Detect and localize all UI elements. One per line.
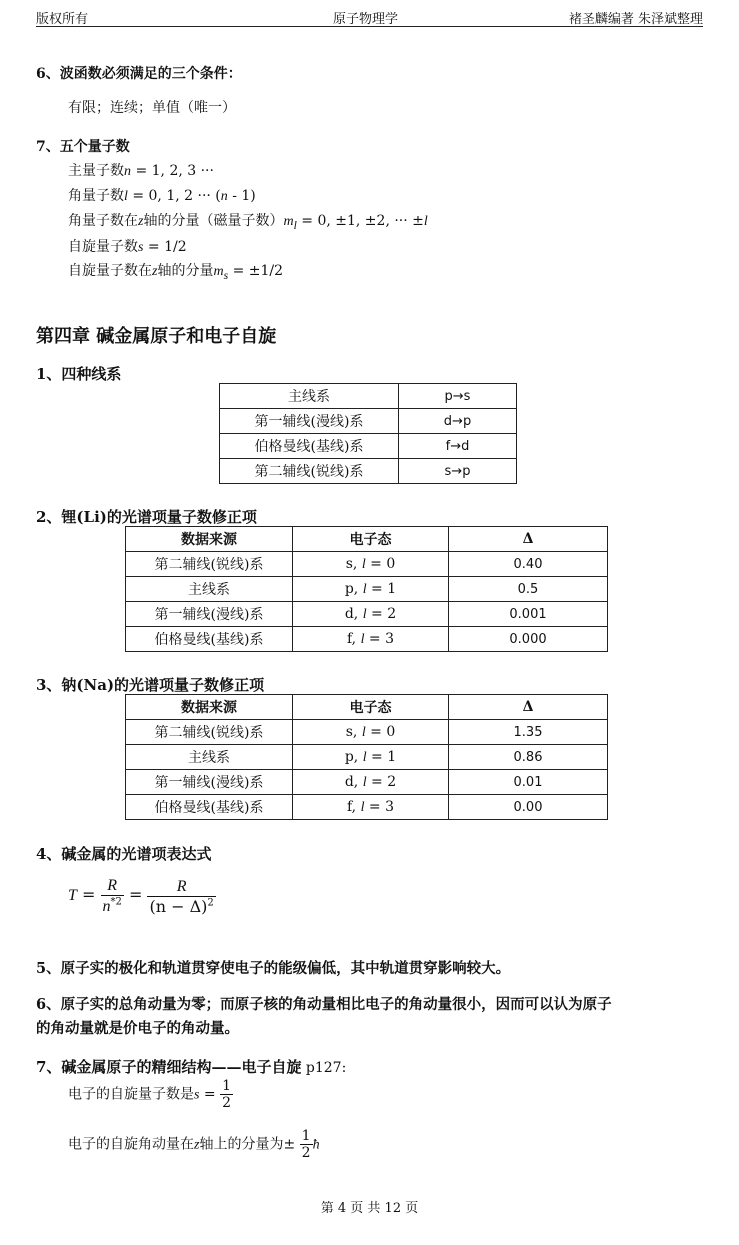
fraction-2 — [147, 876, 215, 916]
header-center: 原子物理学 — [333, 12, 399, 27]
var-l: l — [423, 214, 428, 229]
fraction-1 — [101, 875, 124, 916]
var-n: n — [102, 898, 111, 915]
chapter-title: 第四章 碱金属原子和电子自旋 — [36, 326, 277, 347]
transition-cell: d→p — [399, 409, 517, 434]
var-n: n — [124, 164, 131, 179]
var-l: l — [362, 581, 367, 597]
series-name-cell: 伯格曼线(基线)系 — [220, 434, 399, 459]
header-cell: 数据来源 — [126, 527, 293, 552]
denominator: (n − Δ) — [149, 896, 208, 916]
state-letter: p — [344, 748, 354, 765]
l-value: 2 — [387, 773, 397, 790]
c4-title: 4、碱金属的光谱项表达式 — [36, 845, 212, 863]
var-z: z — [194, 1137, 200, 1153]
header-right: 褚圣麟编著 朱泽斌整理 — [568, 12, 703, 27]
l-value: 0 — [386, 723, 396, 740]
transition-cell: s→p — [399, 459, 517, 484]
var-n: n — [220, 189, 228, 204]
var-s: s — [194, 1087, 200, 1103]
state-cell — [293, 770, 449, 795]
state-cell — [293, 552, 449, 577]
var-l: l — [124, 189, 128, 204]
var-R: R — [176, 877, 187, 895]
numerator: 1 — [222, 1078, 232, 1094]
var-T: T — [68, 887, 77, 904]
table-row — [126, 602, 608, 627]
transition-cell: f→d — [399, 434, 517, 459]
text: = 0, 1, 2 ··· ( — [127, 188, 221, 204]
state-cell — [293, 795, 449, 820]
text: = 0, ±1, ±2, ··· ± — [296, 213, 424, 229]
text: 主量子数 — [68, 163, 124, 179]
var-l: l — [361, 556, 366, 572]
l-value: 1 — [387, 580, 397, 597]
equals: = — [364, 798, 386, 815]
comma: , — [351, 630, 361, 647]
fraction-half — [300, 1128, 313, 1161]
table-row — [126, 770, 608, 795]
text: = ±1/2 — [228, 263, 284, 279]
comma: , — [352, 723, 362, 740]
comma: , — [353, 605, 363, 622]
text: 电子的自旋量子数是 — [68, 1086, 194, 1103]
source-cell: 第二辅线(锐线)系 — [126, 720, 293, 745]
page-footer: 第 4 页 共 12 页 — [320, 1201, 419, 1216]
equals: = — [82, 885, 96, 904]
comma: , — [352, 555, 362, 572]
c2-title: 2、锂(Li)的光谱项量子数修正项 — [36, 508, 257, 526]
table-row — [126, 627, 608, 652]
equals: = — [128, 885, 143, 904]
delta-cell: 0.00 — [449, 795, 608, 820]
var-z: z — [138, 214, 144, 229]
quantum-line-3 — [68, 210, 428, 232]
header-cell: 数据来源 — [126, 695, 293, 720]
table-header-row — [126, 695, 608, 720]
superscript: 2 — [207, 897, 214, 909]
transition-cell: p→s — [399, 384, 517, 409]
var-l: l — [360, 631, 365, 647]
table-row — [220, 384, 517, 409]
source-cell: 第一辅线(漫线)系 — [126, 602, 293, 627]
l-value: 3 — [385, 798, 395, 815]
c7-title: 7、碱金属原子的精细结构——电子自旋 — [36, 1058, 302, 1076]
delta-cell: 1.35 — [449, 720, 608, 745]
delta-cell: 0.001 — [449, 602, 608, 627]
series-name-cell: 第一辅线(漫线)系 — [220, 409, 399, 434]
quantum-line-5 — [68, 260, 283, 282]
text: 自旋量子数 — [68, 239, 138, 255]
denominator: 2 — [222, 1095, 232, 1111]
table-row — [220, 459, 517, 484]
l-value: 1 — [387, 748, 397, 765]
sub-s: s — [223, 268, 229, 282]
text: 自旋量子数在 — [68, 263, 152, 279]
state-cell — [293, 627, 449, 652]
state-cell — [293, 577, 449, 602]
var-l: l — [360, 799, 365, 815]
source-cell: 伯格曼线(基线)系 — [126, 795, 293, 820]
text: = 1/2 — [143, 239, 187, 255]
var-l: l — [362, 774, 367, 790]
c7-title-line — [36, 1056, 346, 1077]
page-header — [36, 6, 703, 27]
numerator: 1 — [301, 1128, 311, 1144]
equals: = — [366, 605, 388, 622]
c6-text-2: 的角动量就是价电子的角动量。 — [36, 1020, 239, 1037]
c1-title: 1、四种线系 — [36, 365, 122, 383]
var-m: m — [213, 264, 224, 279]
fraction-half — [220, 1078, 233, 1111]
var-R: R — [107, 877, 118, 894]
denominator: 2 — [301, 1145, 311, 1161]
state-cell — [293, 720, 449, 745]
var-l: l — [361, 724, 366, 740]
header-cell: 电子态 — [293, 695, 449, 720]
header-cell: Δ — [449, 695, 608, 720]
na-table — [125, 694, 608, 820]
table-row — [220, 434, 517, 459]
state-letter: f — [346, 630, 352, 647]
var-s: s — [138, 240, 144, 255]
c6-text-1: 6、原子实的总角动量为零；而原子核的角动量相比电子的角动量很小，因而可以认为原子 — [36, 996, 612, 1013]
equals: = — [365, 723, 387, 740]
comma: , — [353, 748, 363, 765]
page-ref: p127: — [301, 1060, 347, 1076]
state-letter: s — [345, 723, 353, 740]
header-cell: 电子态 — [293, 527, 449, 552]
source-cell: 伯格曼线(基线)系 — [126, 627, 293, 652]
delta-cell: 0.000 — [449, 627, 608, 652]
li-table — [125, 526, 608, 652]
state-letter: p — [344, 580, 354, 597]
table-row — [126, 795, 608, 820]
source-cell: 第一辅线(漫线)系 — [126, 770, 293, 795]
header-cell: Δ — [449, 527, 608, 552]
var-z: z — [152, 264, 158, 279]
state-letter: f — [346, 798, 352, 815]
equals: = — [366, 580, 388, 597]
spin-quantum-line — [68, 1078, 233, 1111]
text: 轴的分量（磁量子数） — [143, 213, 284, 229]
l-value: 3 — [385, 630, 395, 647]
delta-cell: 0.01 — [449, 770, 608, 795]
text: = 1, 2, 3 ··· — [131, 163, 214, 179]
series-name-cell: 主线系 — [220, 384, 399, 409]
delta-cell: 0.86 — [449, 745, 608, 770]
comma: , — [353, 773, 363, 790]
source-cell: 第二辅线(锐线)系 — [126, 552, 293, 577]
delta-cell: 0.5 — [449, 577, 608, 602]
var-l: l — [362, 749, 367, 765]
table-row — [126, 552, 608, 577]
text: 电子的自旋角动量在 — [68, 1136, 194, 1153]
state-letter: s — [345, 555, 353, 572]
equals: = — [366, 773, 388, 790]
l-value: 0 — [386, 555, 396, 572]
series-table — [219, 383, 517, 484]
comma: , — [351, 798, 361, 815]
section7-title: 7、五个量子数 — [36, 139, 130, 155]
series-name-cell: 第二辅线(锐线)系 — [220, 459, 399, 484]
var-l: l — [362, 606, 367, 622]
c3-title: 3、钠(Na)的光谱项量子数修正项 — [36, 676, 265, 694]
spin-z-line — [68, 1128, 320, 1161]
header-left: 版权所有 — [36, 12, 89, 27]
state-cell — [293, 602, 449, 627]
l-value: 2 — [387, 605, 397, 622]
quantum-line-2 — [68, 185, 256, 205]
table-row — [126, 745, 608, 770]
table-row — [126, 577, 608, 602]
source-cell: 主线系 — [126, 745, 293, 770]
section6-title: 6、波函数必须满足的三个条件： — [36, 66, 242, 82]
source-cell: 主线系 — [126, 577, 293, 602]
equals: = — [366, 748, 388, 765]
state-cell — [293, 745, 449, 770]
text: = — [199, 1086, 221, 1103]
c5-text: 5、原子实的极化和轨道贯穿使电子的能级偏低，其中轨道贯穿影响较大。 — [36, 960, 511, 977]
state-letter: d — [344, 605, 354, 622]
hbar-symbol: ħ — [312, 1137, 320, 1153]
var-m: m — [283, 214, 294, 229]
text: 角量子数在 — [68, 213, 138, 229]
section6-body: 有限；连续；单值（唯一） — [68, 100, 236, 116]
state-letter: d — [344, 773, 354, 790]
quantum-line-1 — [68, 160, 214, 180]
table-row — [220, 409, 517, 434]
table-row — [126, 720, 608, 745]
comma: , — [353, 580, 363, 597]
text: 轴上的分量为± — [199, 1136, 296, 1153]
text: 角量子数 — [68, 188, 124, 204]
text: - 1) — [227, 188, 256, 204]
superscript: *2 — [110, 896, 122, 908]
sub-l: l — [293, 218, 297, 232]
term-formula — [68, 875, 216, 916]
table-header-row — [126, 527, 608, 552]
delta-cell: 0.40 — [449, 552, 608, 577]
quantum-line-4 — [68, 236, 187, 256]
equals: = — [365, 555, 387, 572]
text: 轴的分量 — [157, 263, 214, 279]
equals: = — [364, 630, 386, 647]
